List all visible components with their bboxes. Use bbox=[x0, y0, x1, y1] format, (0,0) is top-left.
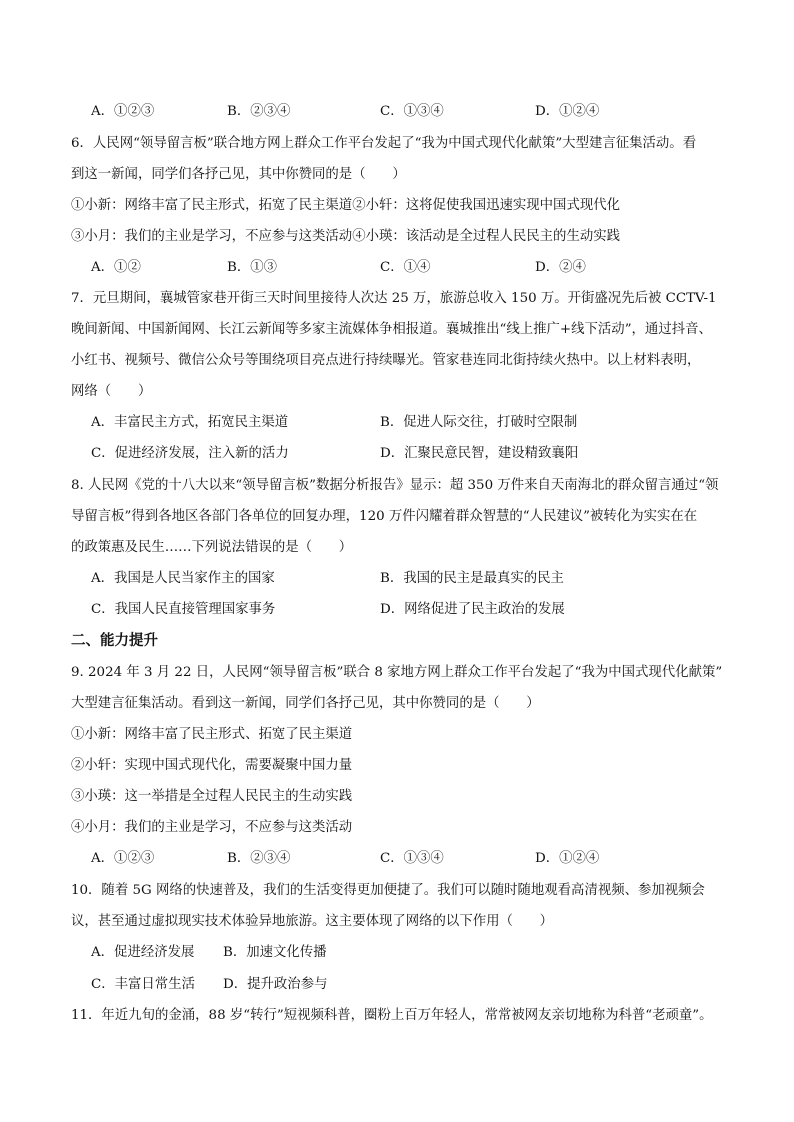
q6-stem-line-1: 6．人民网“领导留言板”联合地方网上群众工作平台发起了“我为中国式现代化献策”大型建言征集活动。看 bbox=[71, 136, 697, 151]
section-heading: 二、能力提升 bbox=[71, 633, 158, 649]
q9-statement-3: ③小瑛：这一举措是全过程人民民主的生动实践 bbox=[71, 789, 353, 804]
q9-option-d[interactable]: D．①②④ bbox=[535, 851, 600, 866]
q6-option-a[interactable]: A．①② bbox=[91, 260, 141, 275]
q6-option-d[interactable]: D．②④ bbox=[535, 260, 586, 275]
q9-option-a[interactable]: A．①②③ bbox=[91, 851, 155, 866]
q8-stem-line-1: 8. 人民网《党的十八大以来“领导留言板”数据分析报告》显示：超 350 万件来自天南海北的群众留言通过“领 bbox=[71, 478, 719, 493]
q7-stem-line-1: 7．元旦期间，襄城管家巷开街三天时间里接待人次达 25 万，旅游总收入 150 万。开街盛况先后被 CCTV-1 bbox=[71, 291, 717, 306]
q7-option-a[interactable]: A．丰富民主方式，拓宽民主渠道 bbox=[91, 415, 289, 430]
q7-stem-line-2: 晚间新闻、中国新闻网、长江云新闻等多家主流媒体争相报道。襄城推出“线上推广+线下活动”，通过抖音、 bbox=[71, 322, 712, 337]
q5-option-b[interactable]: B．②③④ bbox=[227, 104, 291, 119]
q8-option-a[interactable]: A．我国是人民当家作主的国家 bbox=[91, 571, 275, 586]
q7-stem-line-3: 小红书、视频号、微信公众号等围绕项目亮点进行持续曝光。管家巷连同北街持续火热中。以上材料表明， bbox=[71, 353, 701, 368]
q8-option-d[interactable]: D．网络促进了民主政治的发展 bbox=[380, 602, 565, 617]
q6-stem-line-2: 到这一新闻，同学们各抒己见，其中你赞同的是（ ） bbox=[71, 167, 406, 182]
q7-stem-line-4: 网络（ ） bbox=[71, 384, 152, 399]
q6-option-c[interactable]: C．①④ bbox=[380, 260, 431, 275]
q11-stem-line-1: 11．年近九旬的金涌，88 岁“转行”短视频科普，圈粉上百万年轻人，常常被网友亲切地称为科普“老顽童”。 bbox=[71, 1008, 713, 1023]
q8-option-b[interactable]: B．我国的民主是最真实的民主 bbox=[380, 571, 564, 586]
q10-option-a[interactable]: A．促进经济发展 bbox=[91, 945, 195, 960]
q6-statement-line-1: ①小新：网络丰富了民主形式，拓宽了民主渠道②小轩：这将促使我国迅速实现中国式现代化 bbox=[71, 198, 621, 213]
q5-option-d[interactable]: D．①②④ bbox=[535, 104, 600, 119]
q9-stem-line-1: 9. 2024 年 3 月 22 日，人民网“领导留言板”联合 8 家地方网上群众工作平台发起了“我为中国式现代化献策” bbox=[71, 665, 723, 680]
q5-option-c[interactable]: C．①③④ bbox=[380, 104, 444, 119]
q9-statement-2: ②小轩：实现中国式现代化，需要凝聚中国力量 bbox=[71, 758, 353, 773]
q9-stem-line-2: 大型建言征集活动。看到这一新闻，同学们各抒己见，其中你赞同的是（ ） bbox=[71, 696, 540, 711]
q8-stem-line-2: 导留言板”得到各地区各部门各单位的回复办理，120 万件闪耀着群众智慧的“人民建议”被转化为实实在在 bbox=[71, 509, 698, 524]
q9-option-c[interactable]: C．①③④ bbox=[380, 851, 444, 866]
q9-option-b[interactable]: B．②③④ bbox=[227, 851, 291, 866]
q8-option-c[interactable]: C．我国人民直接管理国家事务 bbox=[91, 602, 276, 617]
q10-option-d[interactable]: D．提升政治参与 bbox=[223, 977, 328, 992]
q10-option-b[interactable]: B．加速文化传播 bbox=[223, 945, 327, 960]
q8-stem-line-3: 的政策惠及民生……下列说法错误的是（ ） bbox=[71, 540, 353, 555]
q10-option-c[interactable]: C．丰富日常生活 bbox=[91, 977, 195, 992]
q10-stem-line-2: 议，甚至通过虚拟现实技术体验异地旅游。这主要体现了网络的以下作用（ ） bbox=[71, 914, 554, 929]
q7-option-d[interactable]: D．汇聚民意民智，建设精致襄阳 bbox=[380, 446, 579, 461]
q6-statement-line-2: ③小月：我们的主业是学习，不应参与这类活动④小瑛：该活动是全过程人民民主的生动实践 bbox=[71, 229, 621, 244]
q5-option-a[interactable]: A．①②③ bbox=[91, 104, 155, 119]
q6-option-b[interactable]: B．①③ bbox=[227, 260, 278, 275]
q7-option-b[interactable]: B．促进人际交往，打破时空限制 bbox=[380, 415, 578, 430]
q9-statement-4: ④小月：我们的主业是学习，不应参与这类活动 bbox=[71, 820, 353, 835]
q10-stem-line-1: 10．随着 5G 网络的快速普及，我们的生活变得更加便捷了。我们可以随时随地观看高清视频、参加视频会 bbox=[71, 883, 705, 898]
q9-statement-1: ①小新：网络丰富了民主形式、拓宽了民主渠道 bbox=[71, 727, 353, 742]
q7-option-c[interactable]: C．促进经济发展，注入新的活力 bbox=[91, 446, 289, 461]
